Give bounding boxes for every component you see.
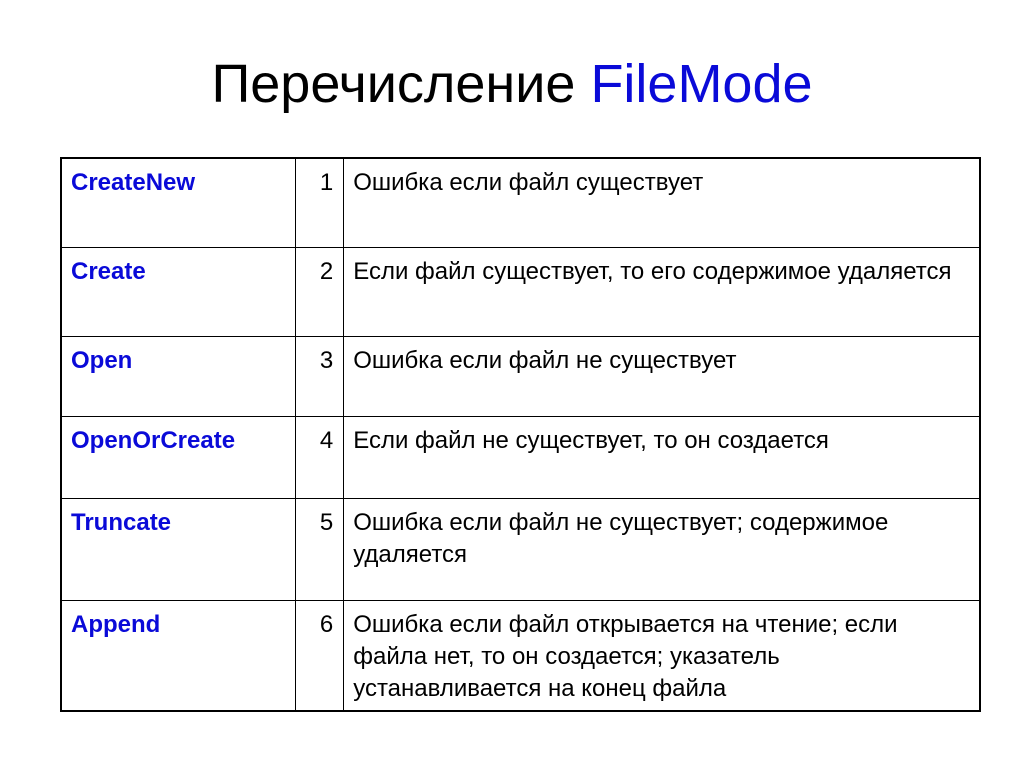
enum-name: Open xyxy=(61,336,296,416)
table-row xyxy=(61,158,980,247)
enum-value: 3 xyxy=(296,336,344,416)
filemode-table xyxy=(60,157,981,712)
enum-name: Create xyxy=(61,247,296,336)
table-row xyxy=(61,498,980,600)
table-row xyxy=(61,247,980,336)
enum-name: Append xyxy=(61,600,296,711)
enum-value: 2 xyxy=(296,247,344,336)
enum-value: 1 xyxy=(296,158,344,247)
page-title xyxy=(0,46,1024,122)
enum-value: 5 xyxy=(296,498,344,600)
title-prefix: Перечисление xyxy=(211,54,591,114)
title-accent: FileMode xyxy=(590,54,813,114)
enum-name: CreateNew xyxy=(61,158,296,247)
table-row xyxy=(61,416,980,498)
enum-name: OpenOrCreate xyxy=(61,416,296,498)
enum-description: Ошибка если файл существует xyxy=(344,158,980,247)
enum-description: Если файл существует, то его содержимое удаляется xyxy=(344,247,980,336)
enum-description: Ошибка если файл открывается на чтение; если файла нет, то он создается; указатель устанавливается на конец файла xyxy=(344,600,980,711)
enum-name: Truncate xyxy=(61,498,296,600)
enum-description: Ошибка если файл не существует; содержимое удаляется xyxy=(344,498,980,600)
table-row xyxy=(61,336,980,416)
table-row xyxy=(61,600,980,711)
enum-value: 4 xyxy=(296,416,344,498)
enum-description: Ошибка если файл не существует xyxy=(344,336,980,416)
enum-description: Если файл не существует, то он создается xyxy=(344,416,980,498)
enum-value: 6 xyxy=(296,600,344,711)
